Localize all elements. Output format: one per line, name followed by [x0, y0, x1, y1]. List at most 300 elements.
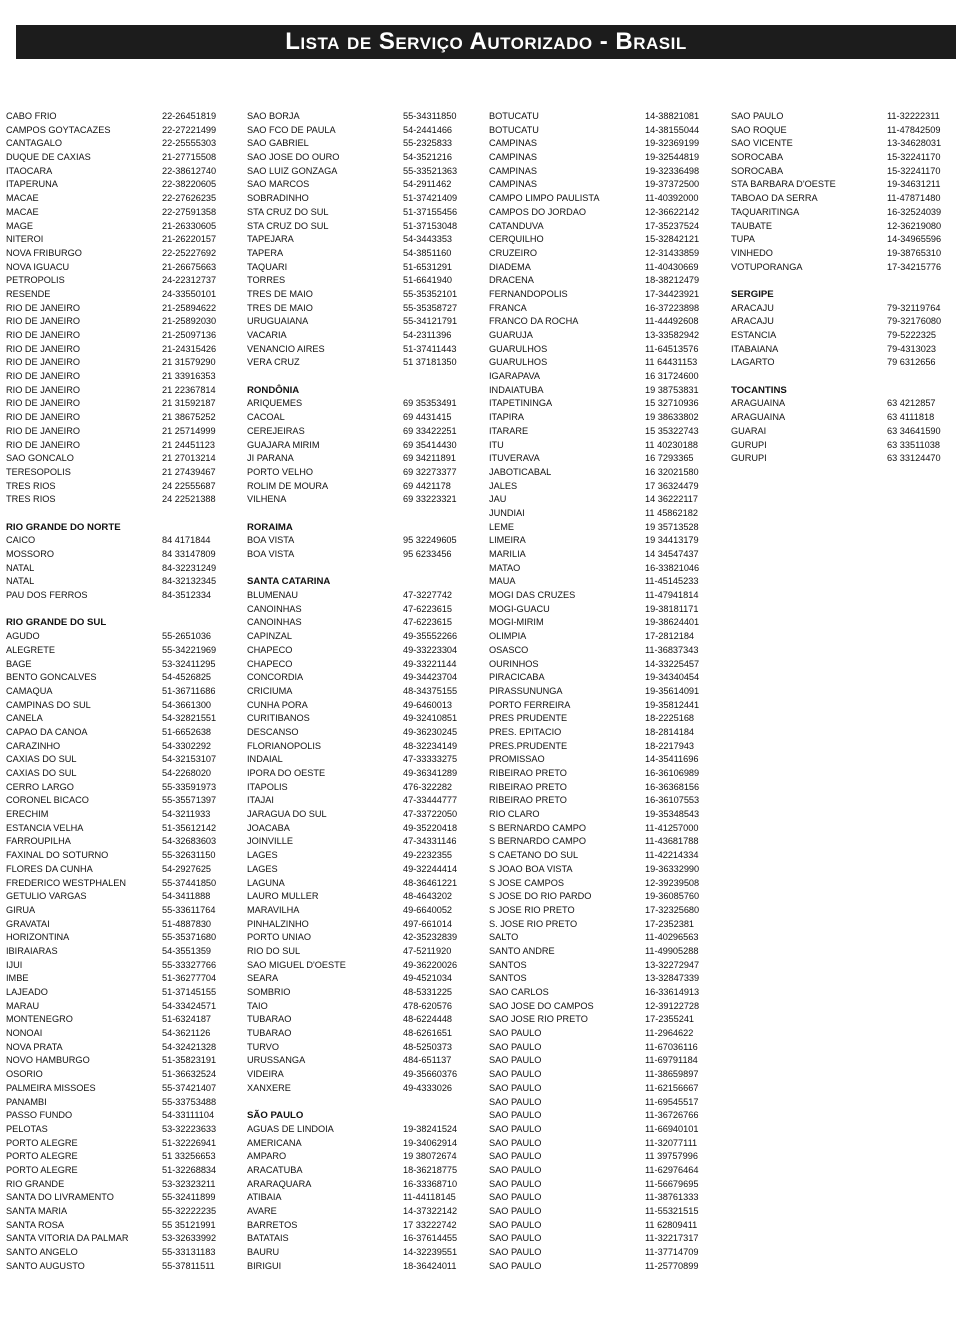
- service-entry: [6, 726, 236, 740]
- city-name: RIO DE JANEIRO: [6, 412, 81, 423]
- phone-number: 24 22521388: [162, 494, 216, 505]
- city-name: PELOTAS: [6, 1123, 48, 1134]
- city-name: VIDEIRA: [247, 1069, 284, 1080]
- phone-number: 16-37614455: [403, 1233, 458, 1244]
- city-name: TERESOPOLIS: [6, 466, 71, 477]
- service-entry: [6, 247, 236, 261]
- phone-number: 54-3443353: [403, 234, 453, 245]
- service-entry: [6, 466, 236, 480]
- service-entry: [489, 630, 721, 644]
- service-entry: [6, 630, 236, 644]
- phone-number: 15 35322743: [645, 425, 699, 436]
- city-name: GUARUJA: [489, 330, 533, 340]
- city-name: TAPEJARA: [247, 234, 294, 245]
- phone-number: 11-32222311: [887, 111, 940, 121]
- spacer: [247, 507, 477, 521]
- service-entry: [731, 397, 971, 411]
- city-name: SAO LUIZ GONZAGA: [247, 165, 338, 176]
- state-heading: [6, 521, 236, 535]
- phone-number: 19-36085760: [645, 891, 700, 902]
- service-entry: [6, 685, 236, 699]
- service-entry: [247, 425, 477, 439]
- city-name: MARAVILHA: [247, 904, 300, 915]
- phone-number: 55-32222235: [162, 1206, 217, 1216]
- service-entry: [6, 261, 236, 275]
- service-entry: [6, 1013, 236, 1027]
- service-entry: [489, 616, 721, 630]
- city-name: TURVO: [247, 1041, 279, 1052]
- phone-number: 49-6460013: [403, 699, 453, 710]
- service-entry: [6, 589, 236, 603]
- service-column-3: [489, 110, 721, 1273]
- city-name: RIO CLARO: [489, 809, 540, 820]
- service-entry: [489, 699, 721, 713]
- phone-number: 11-47871480: [887, 193, 941, 204]
- service-entry: [247, 315, 477, 329]
- service-entry: [247, 658, 477, 672]
- city-name: PIRASSUNUNGA: [489, 685, 563, 696]
- phone-number: 55-34221969: [162, 644, 217, 655]
- phone-number: 47-5211920: [403, 945, 452, 956]
- phone-number: 49-2232355: [403, 850, 453, 861]
- city-name: SAO PAULO: [489, 1192, 542, 1203]
- phone-number: 55-37441850: [162, 877, 217, 888]
- service-entry: [6, 288, 236, 302]
- service-entry: [247, 165, 477, 179]
- service-entry: [6, 863, 236, 877]
- phone-number: 55-33521363: [403, 165, 458, 176]
- city-name: VILHENA: [247, 494, 287, 505]
- service-entry: [489, 1054, 721, 1068]
- page-title: Lista de Serviço Autorizado - Brasil: [285, 28, 687, 55]
- state-heading: [731, 384, 971, 398]
- service-entry: [247, 1191, 477, 1205]
- phone-number: 42-35232839: [403, 932, 458, 943]
- service-entry: [489, 165, 721, 179]
- service-entry: [489, 1260, 721, 1274]
- service-entry: [489, 233, 721, 247]
- service-entry: [247, 480, 477, 494]
- city-name: AMPARO: [247, 1151, 287, 1162]
- state-name: TOCANTINS: [731, 384, 787, 396]
- service-entry: [247, 1246, 477, 1260]
- service-entry: [489, 343, 721, 357]
- service-entry: [489, 220, 721, 234]
- phone-number: 11-36837343: [645, 644, 699, 655]
- service-entry: [6, 781, 236, 795]
- city-name: ERECHIM: [6, 809, 49, 820]
- city-name: TRES DE MAIO: [247, 302, 313, 313]
- spacer: [6, 507, 236, 521]
- city-name: CAICO: [6, 535, 36, 546]
- phone-number: 11 45862182: [645, 507, 698, 518]
- city-name: LAURO MULLER: [247, 891, 319, 902]
- phone-number: 19 35713528: [645, 521, 699, 532]
- city-name: JOACABA: [247, 822, 290, 833]
- service-entry: [247, 794, 477, 808]
- service-entry: [6, 849, 236, 863]
- service-entry: [247, 452, 477, 466]
- phone-number: 49-34423704: [403, 672, 458, 683]
- state-name: RORAIMA: [247, 521, 293, 533]
- phone-number: 11-32077111: [645, 1137, 698, 1148]
- service-entry: [247, 343, 477, 357]
- city-name: SAO PAULO: [489, 1233, 542, 1244]
- city-name: SANTA DO LIVRAMENTO: [6, 1192, 114, 1203]
- city-name: LIMEIRA: [489, 535, 526, 546]
- service-entry: [489, 1000, 721, 1014]
- service-entry: [247, 835, 477, 849]
- service-entry: [247, 589, 477, 603]
- phone-number: 11-25770899: [645, 1260, 699, 1271]
- service-entry: [6, 137, 236, 151]
- phone-number: 16-36106989: [645, 768, 700, 778]
- city-name: BOTUCATU: [489, 124, 539, 135]
- service-entry: [489, 1041, 721, 1055]
- city-name: SAO PAULO: [489, 1069, 542, 1080]
- city-name: ESTANCIA VELHA: [6, 822, 84, 833]
- service-entry: [6, 671, 236, 685]
- service-entry: [247, 1232, 477, 1246]
- phone-number: 53-32223633: [162, 1123, 217, 1134]
- service-entry: [6, 452, 236, 466]
- city-name: PROMISSAO: [489, 754, 545, 765]
- service-entry: [489, 644, 721, 658]
- phone-number: 24-22312737: [162, 275, 217, 286]
- city-name: HORIZONTINA: [6, 932, 70, 943]
- service-entry: [489, 918, 721, 932]
- service-entry: [731, 137, 971, 151]
- city-name: BENTO GONCALVES: [6, 672, 97, 683]
- phone-number: 95 32249605: [403, 535, 457, 546]
- phone-number: 15-32842121: [645, 234, 700, 245]
- phone-number: 51-32268834: [162, 1164, 217, 1175]
- phone-number: 48-36461221: [403, 877, 458, 888]
- phone-number: 51-6531291: [403, 261, 453, 272]
- service-entry: [489, 1219, 721, 1233]
- city-name: ITAPETININGA: [489, 398, 553, 409]
- phone-number: 19-35348543: [645, 809, 700, 820]
- service-entry: [6, 904, 236, 918]
- phone-number: 48-5331225: [403, 987, 453, 997]
- phone-number: 54-2441466: [403, 124, 453, 135]
- phone-number: 55-35358727: [403, 302, 458, 313]
- city-name: TAQUARI: [247, 261, 288, 272]
- city-name: NOVO HAMBURGO: [6, 1055, 90, 1066]
- city-name: BOA VISTA: [247, 549, 295, 559]
- service-entry: [6, 959, 236, 973]
- service-entry: [489, 945, 721, 959]
- service-entry: [247, 1082, 477, 1096]
- service-entry: [247, 247, 477, 261]
- service-entry: [489, 315, 721, 329]
- city-name: JAU: [489, 494, 507, 505]
- city-name: SAO PAULO: [489, 1110, 542, 1121]
- city-name: SOROCABA: [731, 165, 784, 176]
- service-column-1: [6, 110, 236, 1273]
- service-entry: [489, 589, 721, 603]
- phone-number: 54-3851160: [403, 247, 452, 258]
- phone-number: 63 33511038: [887, 439, 940, 450]
- city-name: ARARAQUARA: [247, 1178, 312, 1189]
- city-name: PASSO FUNDO: [6, 1110, 73, 1121]
- city-name: MAGE: [6, 220, 34, 231]
- city-name: BIRIGUI: [247, 1260, 282, 1271]
- service-entry: [489, 890, 721, 904]
- service-entry: [6, 1219, 236, 1233]
- service-entry: [247, 1013, 477, 1027]
- city-name: MOGI DAS CRUZES: [489, 590, 576, 601]
- phone-number: 55-33327766: [162, 959, 217, 970]
- phone-number: 79 6312656: [887, 357, 936, 368]
- city-name: ITABAIANA: [731, 343, 779, 354]
- city-name: CERRO LARGO: [6, 781, 74, 792]
- city-name: CAMPINAS: [489, 138, 537, 149]
- city-name: URUGUAIANA: [247, 316, 309, 327]
- phone-number: 24-33550101: [162, 288, 217, 299]
- city-name: GURUPI: [731, 453, 767, 464]
- phone-number: 51-35823191: [162, 1055, 217, 1066]
- city-name: AGUDO: [6, 631, 40, 642]
- service-entry: [489, 206, 721, 220]
- city-name: GETULIO VARGAS: [6, 891, 87, 902]
- service-entry: [247, 1178, 477, 1192]
- city-name: SAO PAULO: [489, 1219, 542, 1230]
- phone-number: 21 25714999: [162, 425, 216, 436]
- service-entry: [6, 1096, 236, 1110]
- phone-number: 16-37223898: [645, 302, 700, 313]
- service-entry: [489, 753, 721, 767]
- service-entry: [6, 890, 236, 904]
- phone-number: 54-32683603: [162, 836, 217, 847]
- phone-number: 49-6640052: [403, 904, 453, 915]
- city-name: CABO FRIO: [6, 111, 57, 121]
- service-entry: [489, 986, 721, 1000]
- city-name: FREDERICO WESTPHALEN: [6, 877, 126, 888]
- city-name: GURUPI: [731, 439, 767, 450]
- phone-number: 11-44492608: [645, 316, 699, 327]
- city-name: RIO DE JANEIRO: [6, 302, 81, 313]
- phone-number: 11-55321515: [645, 1206, 699, 1216]
- service-entry: [6, 1178, 236, 1192]
- service-column-2: [247, 110, 477, 1273]
- phone-number: 55-2325833: [403, 138, 453, 149]
- service-entry: [6, 1123, 236, 1137]
- phone-number: 11-40296563: [645, 932, 699, 943]
- service-entry: [247, 1123, 477, 1137]
- service-entry: [247, 767, 477, 781]
- service-entry: [731, 302, 971, 316]
- city-name: TUBARAO: [247, 1014, 292, 1025]
- city-name: IPORA DO OESTE: [247, 768, 326, 778]
- service-entry: [247, 972, 477, 986]
- phone-number: 48-6261651: [403, 1028, 453, 1039]
- city-name: S CAETANO DO SUL: [489, 850, 579, 861]
- city-name: SANTA ROSA: [6, 1219, 65, 1230]
- service-entry: [247, 137, 477, 151]
- city-name: TAIO: [247, 1000, 268, 1011]
- city-name: S JOSE DO RIO PARDO: [489, 891, 592, 902]
- phone-number: 11-66940101: [645, 1123, 699, 1134]
- phone-number: 49-4521034: [403, 973, 453, 984]
- city-name: JARAGUA DO SUL: [247, 809, 327, 820]
- phone-number: 63 33124470: [887, 453, 941, 464]
- phone-number: 51-36277704: [162, 973, 217, 984]
- phone-number: 49-4333026: [403, 1082, 453, 1093]
- city-name: OLIMPIA: [489, 631, 527, 642]
- city-name: VERA CRUZ: [247, 357, 300, 368]
- city-name: ARACATUBA: [247, 1164, 303, 1175]
- city-name: RIO DE JANEIRO: [6, 316, 81, 327]
- service-entry: [6, 1164, 236, 1178]
- city-name: FLORES DA CUNHA: [6, 863, 93, 874]
- service-entry: [489, 1137, 721, 1151]
- phone-number: 69 4421178: [403, 480, 451, 491]
- city-name: CEREJEIRAS: [247, 425, 305, 436]
- city-name: ARAGUAINA: [731, 398, 786, 409]
- state-heading: [731, 288, 971, 302]
- city-name: ARACAJU: [731, 302, 774, 313]
- service-entry: [489, 931, 721, 945]
- city-name: TORRES: [247, 275, 286, 286]
- service-entry: [6, 575, 236, 589]
- phone-number: 11-64513576: [645, 343, 699, 354]
- city-name: NATAL: [6, 562, 35, 573]
- city-name: DESCANSO: [247, 726, 299, 737]
- service-entry: [247, 890, 477, 904]
- phone-number: 51-37153048: [403, 220, 458, 231]
- service-entry: [6, 302, 236, 316]
- city-name: INDAIAL: [247, 754, 283, 765]
- phone-number: 11-38659897: [645, 1069, 699, 1080]
- phone-number: 49-33221144: [403, 658, 457, 669]
- service-entry: [489, 1205, 721, 1219]
- phone-number: 69 32273377: [403, 466, 457, 477]
- service-entry: [6, 165, 236, 179]
- city-name: S JOSE RIO PRETO: [489, 904, 575, 915]
- city-name: LAGARTO: [731, 357, 775, 368]
- service-entry: [489, 794, 721, 808]
- phone-number: 63 4212857: [887, 398, 936, 409]
- city-name: SAO PAULO: [489, 1206, 542, 1216]
- service-entry: [489, 397, 721, 411]
- phone-number: 19-36332990: [645, 863, 700, 874]
- phone-number: 63 4111818: [887, 412, 935, 423]
- phone-number: 18-2225168: [645, 713, 695, 724]
- phone-number: 17-35237524: [645, 220, 700, 231]
- service-entry: [6, 220, 236, 234]
- service-entry: [6, 411, 236, 425]
- service-entry: [247, 740, 477, 754]
- city-name: VOTUPORANGA: [731, 261, 803, 272]
- service-entry: [489, 1178, 721, 1192]
- phone-number: 55-34311850: [403, 111, 457, 121]
- phone-number: 22-27626235: [162, 193, 217, 204]
- phone-number: 51-6652638: [162, 726, 212, 737]
- phone-number: 11-42214334: [645, 850, 699, 861]
- phone-number: 48-5250373: [403, 1041, 453, 1052]
- phone-number: 55-34121791: [403, 316, 458, 327]
- city-name: S. JOSE RIO PRETO: [489, 918, 578, 929]
- service-entry: [6, 370, 236, 384]
- phone-number: 22-38220605: [162, 179, 217, 190]
- city-name: MACAE: [6, 193, 39, 204]
- city-name: SAO JOSE DO CAMPOS: [489, 1000, 594, 1011]
- city-name: PRES.PRUDENTE: [489, 740, 568, 751]
- city-name: BAURU: [247, 1247, 280, 1258]
- phone-number: 13-32847339: [645, 973, 700, 984]
- service-entry: [6, 877, 236, 891]
- city-name: RIBEIRAO PRETO: [489, 768, 567, 778]
- service-entry: [247, 1219, 477, 1233]
- city-name: RIO DE JANEIRO: [6, 357, 81, 368]
- city-name: ITARARE: [489, 425, 529, 436]
- phone-number: 21 27439467: [162, 466, 216, 477]
- phone-number: 16 7293365: [645, 453, 694, 464]
- phone-number: 54-2911462: [403, 179, 452, 190]
- phone-number: 18-38212479: [645, 275, 700, 286]
- city-name: CAMPINAS DO SUL: [6, 699, 91, 710]
- service-entry: [489, 685, 721, 699]
- city-name: CAMPINAS: [489, 179, 537, 190]
- city-name: JI PARANA: [247, 453, 294, 464]
- city-name: GUARAI: [731, 425, 767, 436]
- service-entry: [489, 1082, 721, 1096]
- city-name: DUQUE DE CAXIAS: [6, 152, 91, 163]
- city-name: RIO DE JANEIRO: [6, 330, 81, 340]
- phone-number: 53-32323211: [162, 1178, 216, 1189]
- phone-number: 54-3621126: [162, 1028, 211, 1039]
- phone-number: 54-2927625: [162, 863, 212, 874]
- spacer: [6, 603, 236, 617]
- phone-number: 47-34331146: [403, 836, 457, 847]
- city-name: SAO MARCOS: [247, 179, 310, 190]
- phone-number: 24 22555687: [162, 480, 216, 491]
- city-name: PIRACICABA: [489, 672, 545, 683]
- city-name: FAXINAL DO SOTURNO: [6, 850, 109, 861]
- city-name: CAMPO LIMPO PAULISTA: [489, 193, 600, 204]
- city-name: BOTUCATU: [489, 111, 539, 121]
- service-entry: [489, 1164, 721, 1178]
- service-entry: [247, 439, 477, 453]
- service-entry: [731, 178, 971, 192]
- city-name: PAU DOS FERROS: [6, 590, 88, 601]
- service-entry: [247, 1150, 477, 1164]
- phone-number: 21 38675252: [162, 412, 216, 423]
- spacer: [247, 370, 477, 384]
- city-name: CAMAQUA: [6, 685, 53, 696]
- city-name: URUSSANGA: [247, 1055, 306, 1066]
- state-heading: [247, 384, 477, 398]
- phone-number: 48-32234149: [403, 740, 458, 751]
- city-name: TAQUARITINGA: [731, 206, 800, 217]
- city-name: GRAVATAI: [6, 918, 50, 929]
- service-entry: [489, 329, 721, 343]
- service-entry: [6, 439, 236, 453]
- service-entry: [247, 616, 477, 630]
- service-entry: [6, 1068, 236, 1082]
- city-name: PORTO ALEGRE: [6, 1164, 78, 1175]
- city-name: RIO DO SUL: [247, 945, 301, 956]
- phone-number: 22-25227692: [162, 247, 217, 258]
- city-name: PANAMBI: [6, 1096, 47, 1107]
- service-entry: [731, 343, 971, 357]
- state-name: SÃO PAULO: [247, 1110, 304, 1122]
- phone-number: 21 22367814: [162, 384, 216, 395]
- phone-number: 17-34423921: [645, 288, 700, 299]
- city-name: TRES RIOS: [6, 480, 56, 491]
- service-entry: [6, 712, 236, 726]
